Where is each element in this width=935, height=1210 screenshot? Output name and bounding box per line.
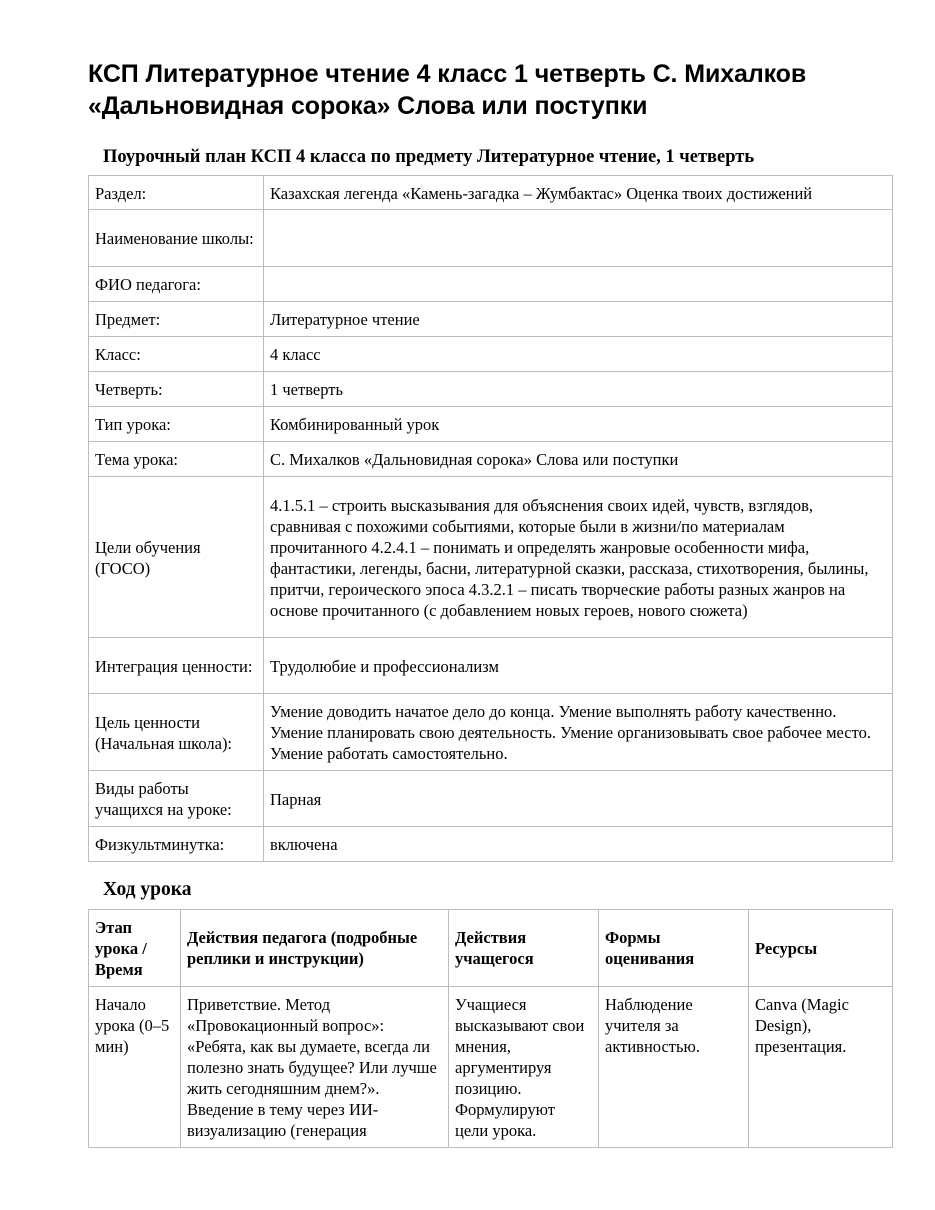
info-label: Раздел: bbox=[89, 176, 264, 210]
info-value: Умение доводить начатое дело до конца. Умение выполнять работу качественно. Умение планировать свою деятельность. Умение организовывать свое рабочее место. Умение работать самостоятельно. bbox=[264, 694, 893, 771]
lesson-heading: Ход урока bbox=[103, 879, 192, 900]
info-label: Наименование школы: bbox=[89, 210, 264, 267]
document-page bbox=[88, 58, 893, 1148]
info-label: Тип урока: bbox=[89, 407, 264, 442]
plan-cell: Начало урока (0–5 мин) bbox=[89, 987, 181, 1148]
plan-cell: Наблюдение учителя за активностью. bbox=[599, 987, 749, 1148]
page-title: КСП Литературное чтение 4 класс 1 четверть С. Михалков «Дальновидная сорока» Слова или поступки bbox=[88, 60, 807, 120]
info-value bbox=[264, 267, 893, 302]
plan-subtitle: Поурочный план КСП 4 класса по предмету Литературное чтение, 1 четверть bbox=[103, 147, 755, 167]
info-row bbox=[89, 267, 893, 302]
info-value: Парная bbox=[264, 771, 893, 827]
info-value: 1 четверть bbox=[264, 372, 893, 407]
info-value: Комбинированный урок bbox=[264, 407, 893, 442]
info-row bbox=[89, 694, 893, 771]
info-label: Виды работы учащихся на уроке: bbox=[89, 771, 264, 827]
info-label: Интеграция ценности: bbox=[89, 638, 264, 694]
lesson-plan-table bbox=[88, 909, 893, 1148]
plan-row bbox=[89, 987, 893, 1148]
info-row bbox=[89, 477, 893, 638]
plan-header-row bbox=[89, 910, 893, 987]
plan-cell: Учащиеся высказывают свои мнения, аргументируя позицию. Формулируют цели урока. bbox=[449, 987, 599, 1148]
lesson-info-table bbox=[88, 175, 893, 862]
info-label: Предмет: bbox=[89, 302, 264, 337]
info-row bbox=[89, 176, 893, 210]
plan-header-cell: Ресурсы bbox=[749, 910, 893, 987]
info-label: Тема урока: bbox=[89, 442, 264, 477]
info-row bbox=[89, 407, 893, 442]
info-label: Цели обучения (ГОСО) bbox=[89, 477, 264, 638]
info-label: ФИО педагога: bbox=[89, 267, 264, 302]
info-row bbox=[89, 302, 893, 337]
info-label: Четверть: bbox=[89, 372, 264, 407]
info-value: Литературное чтение bbox=[264, 302, 893, 337]
info-value: С. Михалков «Дальновидная сорока» Слова или поступки bbox=[264, 442, 893, 477]
info-row bbox=[89, 442, 893, 477]
info-row bbox=[89, 337, 893, 372]
info-row bbox=[89, 827, 893, 862]
plan-header-cell: Формы оценивания bbox=[599, 910, 749, 987]
info-row bbox=[89, 771, 893, 827]
plan-header-cell: Действия учащегося bbox=[449, 910, 599, 987]
info-value bbox=[264, 210, 893, 267]
info-label: Физкультминутка: bbox=[89, 827, 264, 862]
info-value: включена bbox=[264, 827, 893, 862]
plan-header-cell: Действия педагога (подробные реплики и инструкции) bbox=[181, 910, 449, 987]
info-row bbox=[89, 210, 893, 267]
info-row bbox=[89, 372, 893, 407]
plan-header-cell: Этап урока / Время bbox=[89, 910, 181, 987]
info-value: 4 класс bbox=[264, 337, 893, 372]
info-value: Трудолюбие и профессионализм bbox=[264, 638, 893, 694]
plan-cell: Canva (Magic Design), презентация. bbox=[749, 987, 893, 1148]
info-value: Казахская легенда «Камень-загадка – Жумбактас» Оценка твоих достижений bbox=[264, 176, 893, 210]
info-label: Цель ценности (Начальная школа): bbox=[89, 694, 264, 771]
info-label: Класс: bbox=[89, 337, 264, 372]
plan-cell: Приветствие. Метод «Провокационный вопрос»: «Ребята, как вы думаете, всегда ли полезно знать будущее? Или лучше жить сегодняшним днем?». Введение в тему через ИИ-визуализацию (генерация bbox=[181, 987, 449, 1148]
info-row bbox=[89, 638, 893, 694]
info-value: 4.1.5.1 – строить высказывания для объяснения своих идей, чувств, взглядов, сравнивая с похожими событиями, которые были в жизни/по материалам прочитанного 4.2.4.1 – понимать и определять жанровые особенности мифа, фантастики, легенды, басни, литературной сказки, рассказа, стихотворения, былины, притчи, героического эпоса 4.3.2.1 – писать творческие работы разных жанров на основе прочитанного (с добавлением новых героев, нового сюжета) bbox=[264, 477, 893, 638]
